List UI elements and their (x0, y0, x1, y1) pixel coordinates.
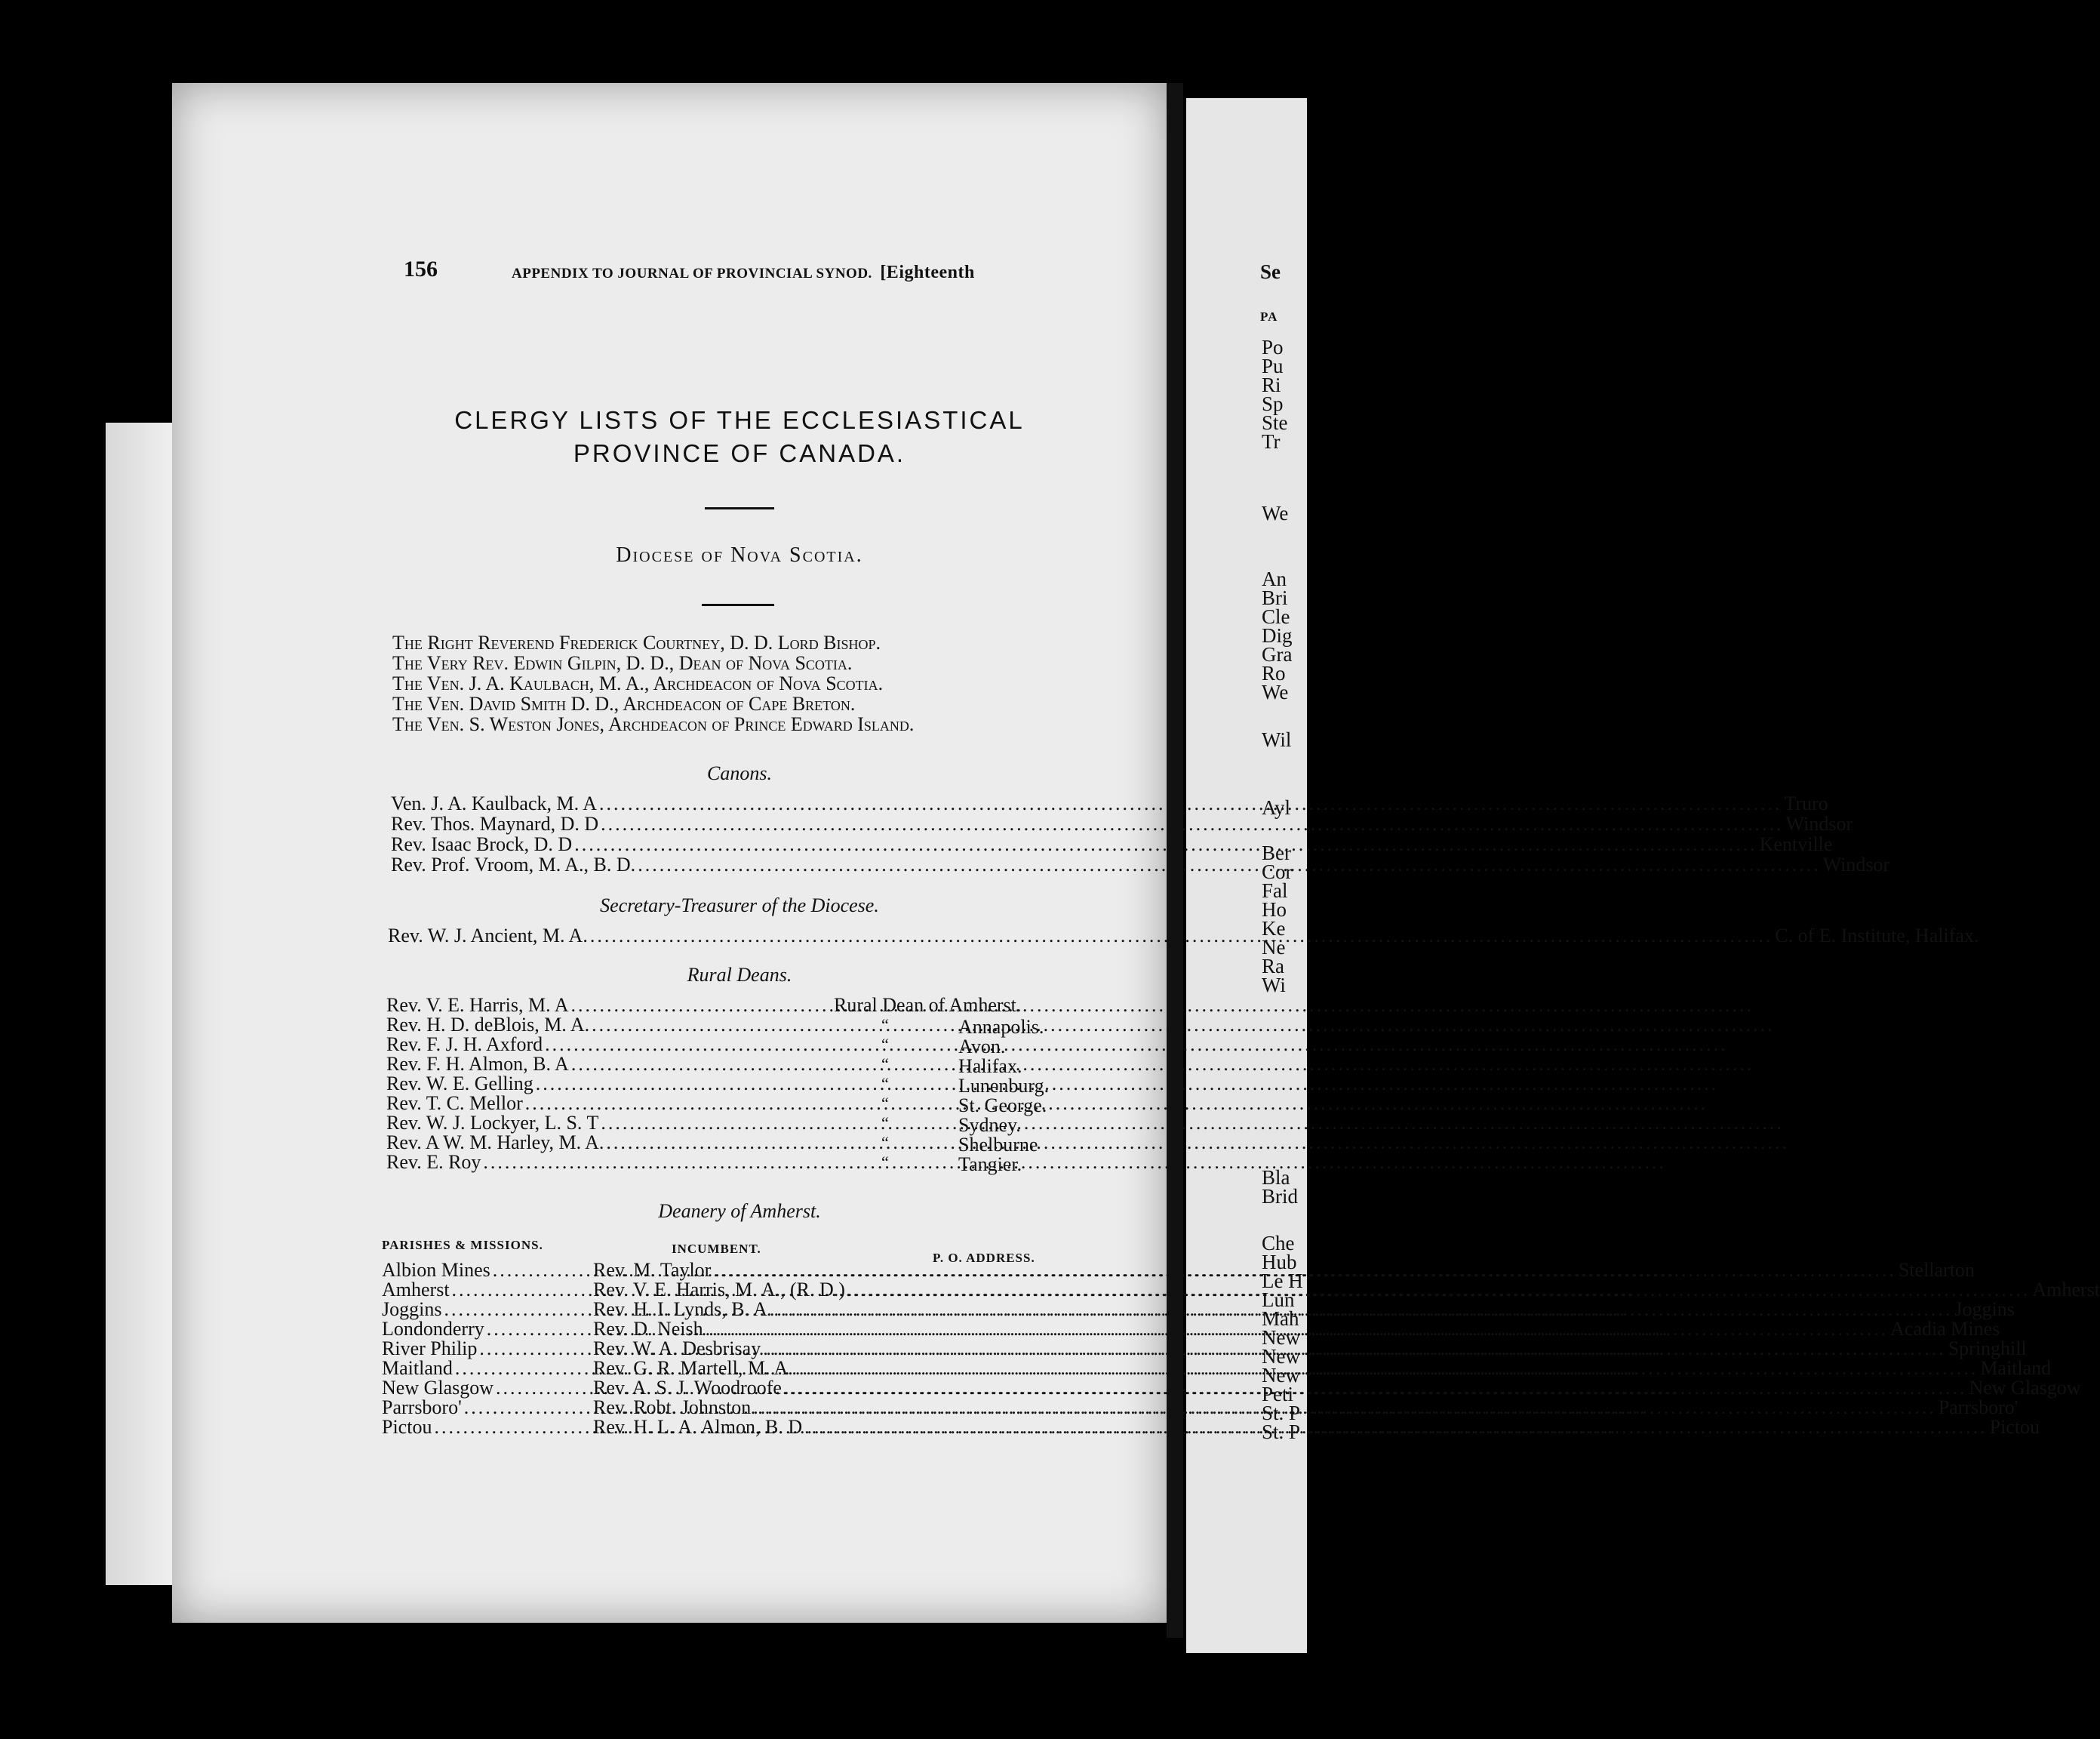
ditto-mark: “ (881, 1133, 889, 1152)
rural-dean-place: Sydney. (958, 1114, 1021, 1136)
parish-name: Maitland (382, 1357, 453, 1379)
rural-dean-name: Rev. F. J. H. Axford (386, 1033, 543, 1055)
leader-dots (804, 1416, 1988, 1439)
facing-page-word: St. P (1262, 1402, 1301, 1424)
incumbent-name: Rev. Robt. Johnston (593, 1396, 752, 1418)
facing-page-column-head: PA (1260, 309, 1278, 324)
facing-page-word: We (1262, 502, 1289, 525)
canons-heading: Canons. (707, 762, 772, 784)
facing-page-word: Tr (1262, 430, 1281, 453)
facing-page-word: Ne (1262, 936, 1286, 959)
leader-dots (574, 833, 1757, 856)
rural-dean-place: Annapolis. (958, 1016, 1044, 1038)
po-address: New Glasgow (1969, 1377, 2081, 1399)
ditto-mark: “ (881, 1074, 889, 1093)
divider (705, 507, 774, 509)
diocese-heading: Diocese of Nova Scotia. (616, 543, 863, 567)
rural-dean-place: Shelburne (958, 1134, 1038, 1156)
running-title: APPENDIX TO JOURNAL OF PROVINCIAL SYNOD. [Eighteenth (512, 263, 975, 282)
officer-line: The Right Reverend Frederick Courtney, D. D. Lord Bishop. (392, 632, 881, 654)
ditto-mark: “ (881, 1054, 889, 1073)
facing-page-word: Ke (1262, 917, 1286, 940)
facing-page-word: Ro (1262, 662, 1286, 685)
facing-page-word: St. P (1262, 1420, 1301, 1443)
canon-name: Rev. Isaac Brock, D. D (391, 833, 573, 855)
facing-page-word: Wi (1262, 974, 1286, 996)
facing-page-word: Fal (1262, 879, 1288, 902)
title-line: CLERGY LISTS OF THE ECCLESIASTICAL (454, 406, 1025, 434)
officer-line: The Ven. S. Weston Jones, Archdeacon of Prince Edward Island. (392, 713, 915, 735)
parish-name: Joggins (382, 1298, 442, 1320)
officer-line: The Ven. David Smith D. D., Archdeacon of Cape Breton. (392, 693, 856, 715)
facing-page-word: Ri (1262, 374, 1281, 396)
parish-name: New Glasgow (382, 1377, 494, 1399)
rural-dean-place: Rural Dean of Amherst. (834, 994, 1022, 1016)
facing-page-word: An (1262, 568, 1287, 590)
page-edge (106, 423, 183, 1585)
incumbent-name: Rev. A. S. J. Woodroofe (593, 1377, 782, 1399)
ditto-mark: “ (881, 1035, 889, 1054)
facing-page-word: Peti (1262, 1383, 1294, 1405)
ditto-mark: “ (881, 1094, 889, 1113)
officer-line: The Very Rev. Edwin Gilpin, D. D., Dean of Nova Scotia. (392, 652, 853, 674)
parish-name: Amherst (382, 1279, 450, 1300)
po-address: Maitland (1980, 1357, 2052, 1379)
rural-dean-name: Rev. T. C. Mellor (386, 1092, 523, 1114)
parish-name: River Philip (382, 1337, 478, 1359)
incumbent-name: Rev. M. Taylor (593, 1259, 712, 1281)
parish-name: Albion Mines (382, 1259, 490, 1281)
divider (702, 604, 774, 606)
facing-page-word: Wil (1262, 728, 1292, 751)
canon-place: Truro (1784, 793, 1828, 814)
po-address: Stellarton (1898, 1259, 1975, 1281)
rural-dean-name: Rev. V. E. Harris, M. A (386, 994, 569, 1016)
canon-place: Windsor (1785, 813, 1853, 835)
running-tail: [Eighteenth (880, 263, 975, 282)
facing-page-word: Ho (1262, 898, 1287, 921)
incumbent-name: Rev. V. E. Harris, M. A., (R. D.) (593, 1279, 845, 1300)
facing-page-word: Dig (1262, 624, 1293, 647)
incumbent-name: Rev. H. I. Lynds, B. A (593, 1298, 767, 1320)
rural-dean-name: Rev. A W. M. Harley, M. A. (386, 1131, 604, 1153)
po-address: Parrsboro' (1938, 1396, 2019, 1418)
table-row (382, 1416, 593, 1439)
rural-dean-place: Lunenburg. (958, 1075, 1050, 1097)
rural-dean-row (386, 1151, 832, 1174)
canon-place: Kentville (1759, 833, 1833, 855)
secretary-heading: Secretary-Treasurer of the Diocese. (600, 894, 879, 916)
canon-place: Windsor (1822, 854, 1890, 876)
canon-name: Rev. Prof. Vroom, M. A., B. D. (391, 854, 636, 876)
facing-page-word: Po (1262, 336, 1284, 359)
facing-page-word: Bla (1262, 1166, 1290, 1189)
facing-page-word: Ayl (1262, 796, 1291, 819)
column-header-parish: PARISHES & MISSIONS. (382, 1238, 543, 1252)
facing-page-word: We (1262, 681, 1289, 703)
facing-page-word: Che (1262, 1232, 1295, 1254)
facing-page-word: Cle (1262, 605, 1290, 628)
secretary-place: C. of E. Institute, Halifax. (1775, 925, 1979, 946)
leader-dots (601, 813, 1784, 836)
column-header-incumbent: INCUMBENT. (672, 1242, 761, 1256)
po-address: Amherst (2032, 1279, 2100, 1300)
incumbent-name: Rev. W. A. Desbrisay (593, 1337, 761, 1359)
rural-dean-name: Rev. H. D. deBlois, M. A. (386, 1014, 590, 1036)
po-address: Pictou (1989, 1416, 2040, 1438)
officers-list (392, 633, 1087, 734)
page-number: 156 (404, 257, 438, 282)
column-header-address: P. O. ADDRESS. (933, 1251, 1035, 1265)
facing-page-word: Ber (1262, 842, 1291, 864)
incumbent-name: Rev. H. L. A. Almon, B. D (593, 1416, 803, 1438)
rural-deans-heading: Rural Deans. (687, 964, 792, 986)
title-line: PROVINCE OF CANADA. (573, 439, 906, 467)
incumbent-name: Rev. D. Neish (593, 1318, 703, 1340)
rural-dean-name: Rev. F. H. Almon, B. A (386, 1053, 569, 1075)
facing-page-word: Lun (1262, 1288, 1295, 1311)
facing-page-word: Hub (1262, 1251, 1297, 1273)
canon-name: Rev. Thos. Maynard, D. D (391, 813, 599, 835)
rural-dean-place: Halifax. (958, 1055, 1022, 1077)
po-address: Acadia Mines (1890, 1318, 2000, 1340)
parish-name: Pictou (382, 1416, 432, 1438)
facing-page-header: Se (1260, 260, 1281, 283)
rural-dean-place: Tangier. (958, 1153, 1022, 1175)
facing-page-word: Cor (1262, 860, 1293, 883)
incumbent-name: Rev. G. R. Martell, M. A. (593, 1357, 793, 1379)
secretary-name: Rev. W. J. Ancient, M. A. (388, 925, 588, 946)
ditto-mark: “ (881, 1113, 889, 1132)
page-title (407, 404, 1072, 470)
facing-page-word: Ra (1262, 955, 1284, 977)
leader-dots (590, 925, 1773, 947)
canon-name: Ven. J. A. Kaulback, M. A (391, 793, 597, 814)
page-header (404, 257, 1083, 287)
ditto-mark: “ (881, 1153, 889, 1171)
facing-page-word: New (1262, 1345, 1300, 1368)
facing-page-word: Gra (1262, 643, 1293, 666)
rural-dean-name: Rev. W. J. Lockyer, L. S. T (386, 1112, 599, 1134)
rural-dean-place: St. George. (958, 1094, 1047, 1116)
rural-dean-name: Rev. W. E. Gelling (386, 1073, 533, 1094)
rural-dean-name: Rev. E. Roy (386, 1151, 481, 1173)
facing-page-word: Pu (1262, 355, 1284, 377)
facing-page-word: New (1262, 1326, 1300, 1349)
facing-page-word: Ste (1262, 411, 1288, 434)
facing-page-word: Le H (1262, 1270, 1303, 1292)
facing-page-word: Sp (1262, 392, 1284, 415)
ditto-mark: “ (881, 1015, 889, 1034)
po-address: Springhill (1948, 1337, 2027, 1359)
po-address: Joggins (1954, 1298, 2015, 1320)
deanery-heading: Deanery of Amherst. (658, 1200, 821, 1222)
parish-name: Parrsboro' (382, 1396, 462, 1418)
parish-name: Londonderry (382, 1318, 484, 1340)
leader-dots (638, 854, 1821, 876)
canon-row (391, 813, 1853, 836)
rural-dean-place: Avon. (958, 1036, 1006, 1057)
leader-dots (599, 793, 1782, 815)
leader-dots (483, 1151, 1666, 1174)
facing-page-word: Bri (1262, 586, 1288, 609)
facing-page-word: Brid (1262, 1185, 1299, 1208)
facing-page-word: New (1262, 1364, 1300, 1387)
facing-page-word: Mah (1262, 1307, 1299, 1330)
officer-line: The Ven. J. A. Kaulbach, M. A., Archdeacon of Nova Scotia. (392, 673, 884, 694)
